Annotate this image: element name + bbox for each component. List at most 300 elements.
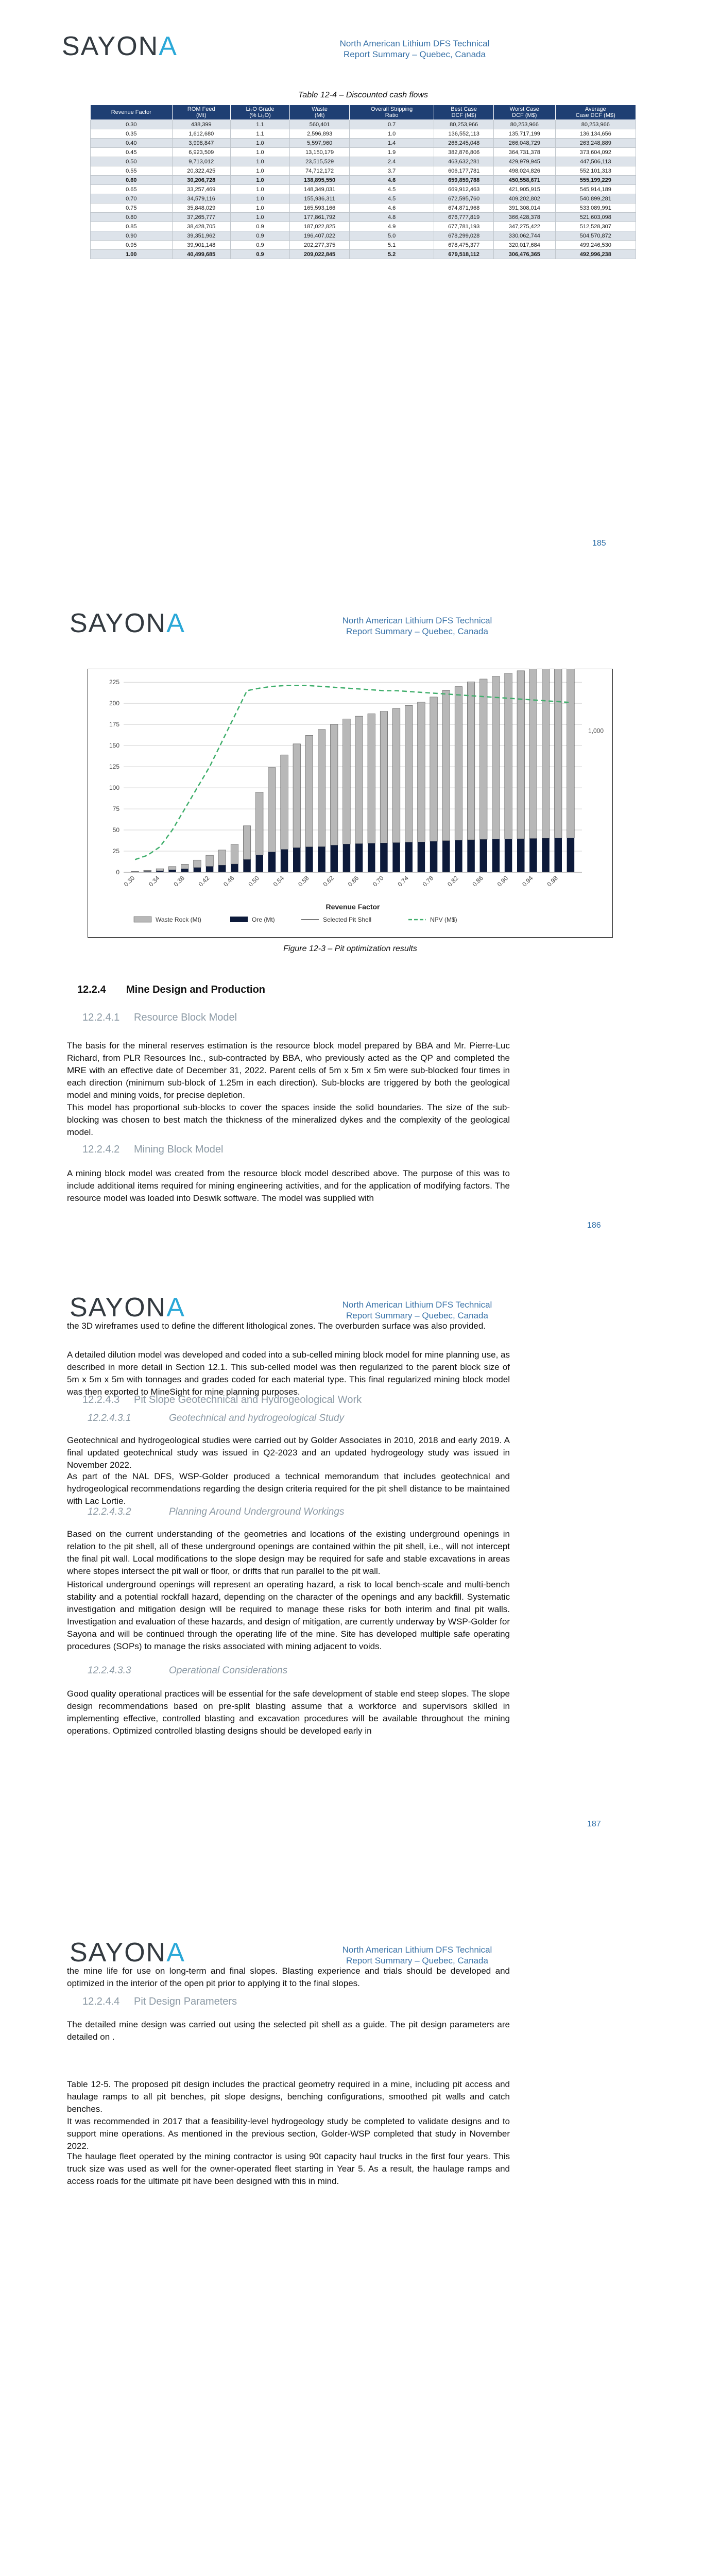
table-header-cell	[434, 105, 494, 120]
table-header-cell	[290, 105, 350, 120]
ore-bar	[331, 845, 338, 872]
table-cell: 1.1	[230, 120, 289, 129]
waste-bar	[156, 869, 164, 871]
y-tick-label: 175	[109, 721, 119, 728]
x-tick-label: 0.78	[421, 874, 435, 888]
table-cell: 320,017,684	[494, 241, 556, 250]
table-cell: 659,859,788	[434, 176, 494, 185]
table-cell: 3,998,847	[172, 139, 230, 148]
subsubsection-heading-12-2-4-3-1	[88, 1413, 344, 1424]
table-cell: 136,134,656	[555, 129, 636, 139]
subsection-title: Pit Slope Geotechnical and Hydrogeological Work	[134, 1394, 362, 1405]
x-tick-label: 0.86	[471, 874, 485, 888]
ore-bar	[467, 840, 475, 872]
subsection-title: Mining Block Model	[134, 1144, 224, 1155]
table-cell: 0.9	[230, 241, 289, 250]
table-cell: 1.1	[230, 129, 289, 139]
ore-bar	[293, 848, 301, 872]
table-cell: 1.0	[230, 213, 289, 222]
ore-bar	[305, 847, 313, 872]
table-row	[91, 204, 636, 213]
ore-bar	[318, 846, 325, 872]
y-tick-label: 50	[112, 826, 119, 834]
table-row	[91, 231, 636, 241]
table-cell: 0.70	[91, 194, 173, 204]
table-cell: 1.9	[349, 148, 434, 157]
table-row	[91, 139, 636, 148]
table-cell: 364,731,378	[494, 148, 556, 157]
table-row	[91, 148, 636, 157]
ore-bar	[343, 844, 351, 872]
x-tick-label: 0.34	[147, 874, 161, 888]
x-tick-label: 0.82	[446, 874, 460, 888]
table-cell: 1.0	[230, 185, 289, 194]
table-cell: 1.0	[230, 148, 289, 157]
waste-bar	[455, 687, 462, 840]
table-row	[91, 157, 636, 166]
table-cell: 0.75	[91, 204, 173, 213]
report-header	[301, 1299, 533, 1321]
table-cell: 330,062,744	[494, 231, 556, 241]
table-cell: 2.4	[349, 157, 434, 166]
ore-bar	[418, 842, 425, 872]
table-cell: 409,202,802	[494, 194, 556, 204]
header-title-line2: Report Summary – Quebec, Canada	[346, 1311, 488, 1320]
table-cell: 373,604,092	[555, 148, 636, 157]
ore-bar	[430, 841, 438, 872]
y-tick-label: 125	[109, 763, 119, 771]
table-cell: 0.9	[230, 222, 289, 231]
waste-bar	[168, 867, 176, 870]
section-number: 12.2.4	[77, 984, 106, 995]
header-title-line1: North American Lithium DFS Technical	[342, 1300, 492, 1310]
subsection-number: 12.2.4.4	[82, 1996, 120, 2007]
table-cell: 4.8	[349, 213, 434, 222]
waste-bar	[392, 708, 400, 843]
table-row	[91, 176, 636, 185]
ore-bar	[194, 868, 201, 872]
table-cell: 438,399	[172, 120, 230, 129]
table-cell: 40,499,685	[172, 250, 230, 259]
table-cell: 0.60	[91, 176, 173, 185]
table-header-line: (% Li₂O)	[249, 112, 271, 118]
header-title-line1: North American Lithium DFS Technical	[342, 616, 492, 625]
table-cell: 202,277,375	[290, 241, 350, 250]
subsubsection-number: 12.2.4.3.1	[88, 1413, 131, 1423]
table-cell: 347,275,422	[494, 222, 556, 231]
waste-bar	[318, 730, 325, 847]
x-tick-label: 0.62	[321, 874, 335, 888]
table-cell: 306,476,365	[494, 250, 556, 259]
subsubsection-title: Geotechnical and hydrogeological Study	[169, 1413, 345, 1423]
y-tick-label: 225	[109, 679, 119, 686]
table-cell: 463,632,281	[434, 157, 494, 166]
waste-bar	[492, 676, 500, 839]
table-row	[91, 222, 636, 231]
waste-bar	[281, 755, 288, 850]
header-title-line2: Report Summary – Quebec, Canada	[344, 49, 486, 59]
table-cell: 606,177,781	[434, 166, 494, 176]
legend-swatch-ore	[230, 917, 248, 922]
table-cell: 0.65	[91, 185, 173, 194]
waste-bar	[355, 716, 363, 844]
table-row	[91, 120, 636, 129]
header-title-line1: North American Lithium DFS Technical	[342, 1945, 492, 1955]
table-cell: 447,506,113	[555, 157, 636, 166]
table-header-cell	[349, 105, 434, 120]
waste-bar	[567, 669, 575, 838]
table-cell: 1.0	[230, 194, 289, 204]
subsubsection-heading-12-2-4-3-2	[88, 1506, 344, 1518]
x-tick-label: 0.30	[122, 874, 136, 888]
ore-bar	[256, 855, 264, 872]
ore-bar	[168, 870, 176, 872]
sayona-logo: SAYONA	[70, 608, 185, 638]
table-cell: 196,407,022	[290, 231, 350, 241]
x-tick-label: 0.74	[396, 874, 410, 888]
paragraph-underground-openings: Based on the current understanding of the geometries and locations of the existing underground openings in relation to the pit shell, all of these underground openings are contained within the pit shell, i.e., will not intercept the final pit wall. Local modifications to the slope design may be required for safe and stable excavations in areas where stopes intersect the pit wall or floor, or drifts that run parallel to the pit wall.	[67, 1529, 510, 1576]
table-cell: 1.0	[230, 139, 289, 148]
table-header-line: Case DCF (M$)	[575, 112, 615, 118]
table-cell: 35,848,029	[172, 204, 230, 213]
page-188	[0, 1880, 703, 2576]
table-cell: 672,595,760	[434, 194, 494, 204]
ore-bar	[368, 843, 375, 872]
table-cell: 9,713,012	[172, 157, 230, 166]
paragraph-operational-practices: Good quality operational practices will be essential for the safe development of stable end steep slopes. The slope design recommendations based on pre-split blasting assume that a workforce and supervisors skilled in implementing effective, controlled blasting and excavation procedures will be available throughout the mining operations. Optimized controlled blasting designs should be developed early in	[67, 1689, 510, 1736]
table-cell: 3.7	[349, 166, 434, 176]
waste-bar	[542, 669, 550, 838]
paragraph-3d-wireframes: the 3D wireframes used to define the different lithological zones. The overburden surface was also provided.	[67, 1321, 486, 1331]
table-cell: 33,257,469	[172, 185, 230, 194]
page-number: 186	[587, 1221, 601, 1230]
table-row	[91, 185, 636, 194]
table-cell: 669,912,463	[434, 185, 494, 194]
waste-bar	[418, 702, 425, 842]
ore-bar	[405, 842, 413, 872]
table-cell: 155,936,311	[290, 194, 350, 204]
table-cell: 39,901,148	[172, 241, 230, 250]
table-cell: 533,089,991	[555, 204, 636, 213]
table-row	[91, 194, 636, 204]
table-cell: 177,861,792	[290, 213, 350, 222]
discounted-cash-flow-table	[90, 105, 636, 259]
table-cell: 20,322,425	[172, 166, 230, 176]
subsubsection-title: Planning Around Underground Workings	[169, 1506, 345, 1517]
table-row	[91, 166, 636, 176]
ore-bar	[567, 838, 575, 872]
table-header-line: Best Case	[451, 106, 477, 112]
ore-bar	[517, 839, 525, 872]
y2-tick-label: 1,000	[588, 727, 604, 735]
waste-bar	[305, 735, 313, 846]
table-cell: 263,248,889	[555, 139, 636, 148]
table-cell: 80,253,966	[555, 120, 636, 129]
ore-bar	[231, 864, 238, 872]
paragraph-resource-block-model: The basis for the mineral reserves estimation is the resource block model prepared by BBA and Mr. Pierre-Luc Richard, from PLR Resources Inc., sub-contracted by BBA, who previously acted as the QP and completed the MRE with an effective date of December 31, 2022. Parent cells of 5m x 5m x 5m were sub-blocked four times in each direction (minimum sub-block of 1.25m in each direction). Sub-blocks are triggered by both the geological model and mining voids, for precise depletion.	[67, 1041, 510, 1100]
table-cell: 450,558,671	[494, 176, 556, 185]
table-cell: 0.95	[91, 241, 173, 250]
legend-label: NPV (M$)	[430, 916, 457, 923]
table-cell: 0.55	[91, 166, 173, 176]
table-cell: 136,552,113	[434, 129, 494, 139]
table-header-line: Li₂O Grade	[246, 106, 275, 112]
waste-bar	[368, 714, 375, 843]
ore-bar	[281, 850, 288, 872]
ore-bar	[218, 865, 226, 872]
waste-bar	[218, 850, 226, 866]
subsection-number: 12.2.4.1	[82, 1012, 120, 1023]
subsection-heading-12-2-4-1	[82, 1012, 237, 1024]
table-cell: 492,996,238	[555, 250, 636, 259]
subsubsection-title: Operational Considerations	[169, 1665, 288, 1676]
header-title-line2: Report Summary – Quebec, Canada	[346, 1956, 488, 1965]
sayona-logo: SAYONA	[70, 1938, 185, 1968]
table-header-line: Ratio	[385, 112, 399, 118]
pit-optimization-chart	[88, 669, 613, 938]
table-cell: 34,579,116	[172, 194, 230, 204]
paragraph-pit-design: The detailed mine design was carried out using the selected pit shell as a guide. The pit design parameters are detailed on .	[67, 2020, 510, 2042]
table-cell: 5.2	[349, 250, 434, 259]
ore-bar	[555, 838, 562, 872]
x-tick-label: 0.98	[545, 874, 559, 888]
paragraph-haulage-fleet: The haulage fleet operated by the mining contractor is using 90t capacity haul trucks in the first four years. This truck size was used as well for the owner-operated fleet starting in Year 5. As a result, the haulage ramps and access roads for the ultimate pit have been designed with this in mind.	[67, 2151, 510, 2186]
table-header-cell	[494, 105, 556, 120]
subsection-heading-12-2-4-3	[82, 1394, 362, 1406]
table-header-line: Average	[585, 106, 606, 112]
legend-label: Waste Rock (Mt)	[156, 916, 201, 923]
ore-bar	[505, 839, 512, 872]
x-tick-label: 0.70	[371, 874, 385, 888]
ore-bar	[206, 867, 214, 872]
x-tick-label: 0.94	[521, 874, 535, 888]
table-cell: 676,777,819	[434, 213, 494, 222]
table-header-line: Revenue Factor	[111, 109, 151, 115]
y-tick-label: 75	[112, 805, 119, 813]
paragraph-sub-blocks: This model has proportional sub-blocks to cover the spaces inside the solid boundaries. The size of the sub-blocking was chosen to best match the thickness of the mineralized dykes and the complexity of the geological model.	[67, 1103, 510, 1137]
table-header-line: Overall Stripping	[370, 106, 413, 112]
table-cell: 555,199,229	[555, 176, 636, 185]
sayona-logo: SAYONA	[62, 31, 178, 61]
page-185	[0, 0, 703, 662]
x-axis-title: Revenue Factor	[325, 903, 380, 911]
table-cell: 1,612,680	[172, 129, 230, 139]
table-cell: 1.00	[91, 250, 173, 259]
page-number: 187	[587, 1820, 601, 1828]
ore-bar	[455, 840, 462, 872]
x-tick-label: 0.58	[297, 874, 311, 888]
table-cell: 4.5	[349, 194, 434, 204]
table-cell: 0.40	[91, 139, 173, 148]
table-header-line: (Mt)	[196, 112, 207, 118]
waste-bar	[268, 768, 276, 852]
table-cell: 0.85	[91, 222, 173, 231]
table-cell: 2,596,893	[290, 129, 350, 139]
subsection-title: Pit Design Parameters	[134, 1996, 237, 2007]
x-tick-label: 0.54	[271, 874, 286, 888]
table-cell: 498,024,826	[494, 166, 556, 176]
table-cell: 1.0	[230, 204, 289, 213]
x-tick-label: 0.42	[197, 874, 211, 888]
subsection-heading-12-2-4-4	[82, 1996, 237, 2008]
waste-bar	[405, 705, 413, 842]
x-tick-label: 0.90	[495, 874, 510, 888]
table-cell: 521,603,098	[555, 213, 636, 222]
page-187	[0, 1236, 703, 1880]
table-cell: 5.1	[349, 241, 434, 250]
table-cell: 80,253,966	[434, 120, 494, 129]
waste-bar	[529, 669, 537, 839]
legend-swatch-waste	[134, 917, 151, 922]
waste-bar	[467, 682, 475, 840]
legend-label: Selected Pit Shell	[323, 916, 372, 923]
y-tick-label: 25	[112, 848, 119, 855]
paragraph-hydrogeology-study: It was recommended in 2017 that a feasibility-level hydrogeology study be completed to validate designs and to support mine operations. As mentioned in the previous section, Golder-WSP completed that study in November 2022.	[67, 2116, 510, 2151]
table-cell: 677,781,193	[434, 222, 494, 231]
table-row	[91, 250, 636, 259]
table-cell: 4.5	[349, 185, 434, 194]
ore-bar	[355, 844, 363, 872]
table-cell: 540,899,281	[555, 194, 636, 204]
x-tick-label: 0.66	[346, 874, 361, 888]
table-header-line: DCF (M$)	[451, 112, 476, 118]
table-header-line: ROM Feed	[187, 106, 215, 112]
table-cell: 512,528,307	[555, 222, 636, 231]
table-header-cell	[91, 105, 173, 120]
table-cell: 165,593,166	[290, 204, 350, 213]
y-tick-label: 100	[109, 784, 119, 792]
table-cell: 560,401	[290, 120, 350, 129]
table-cell: 0.7	[349, 120, 434, 129]
table-cell: 138,895,550	[290, 176, 350, 185]
table-cell: 4.6	[349, 204, 434, 213]
table-header-line: Waste	[312, 106, 328, 112]
report-header	[299, 38, 530, 60]
table-cell: 0.30	[91, 120, 173, 129]
table-caption: Table 12-4 – Discounted cash flows	[298, 91, 428, 99]
table-cell: 545,914,189	[555, 185, 636, 194]
y-tick-label: 0	[116, 869, 119, 876]
waste-bar	[517, 671, 525, 839]
table-cell: 0.80	[91, 213, 173, 222]
table-cell: 1.0	[230, 176, 289, 185]
table-cell: 421,905,915	[494, 185, 556, 194]
figure-caption: Figure 12-3 – Pit optimization results	[283, 944, 417, 953]
waste-bar	[194, 860, 201, 868]
table-cell: 366,428,378	[494, 213, 556, 222]
waste-bar	[206, 855, 214, 867]
table-cell: 4.6	[349, 176, 434, 185]
table-cell: 5.0	[349, 231, 434, 241]
table-row	[91, 129, 636, 139]
waste-bar	[181, 864, 189, 869]
paragraph-geotech-studies: Geotechnical and hydrogeological studies were carried out by Golder Associates in 2010, 2018 and early 2019. A final updated geotechnical study was issued in Q2-2023 and an updated hydrogeology study was issued in November 2022.	[67, 1435, 510, 1470]
table-cell: 266,245,048	[434, 139, 494, 148]
table-header-cell	[230, 105, 289, 120]
waste-bar	[331, 724, 338, 845]
table-cell: 0.50	[91, 157, 173, 166]
table-cell: 30,206,728	[172, 176, 230, 185]
paragraph-historical-openings: Historical underground openings will represent an operating hazard, a risk to local bench-scale and multi-bench stability and a potential rockfall hazard, depending on the character of the openings and any backfill. Systematic investigation and mitigation design will be required to manage these risks for both interim and final pit walls. Investigation and evaluation of these hazards, and design of mitigation, are currently underway by WSP-Golder for Sayona and will be continued through the operating life of the mine. Site has developed multiple safe operating procedures (SOPs) to manage the risks associated with mining adjacent to voids.	[67, 1580, 510, 1651]
page-186	[0, 567, 703, 1236]
table-cell: 679,518,112	[434, 250, 494, 259]
ore-bar	[480, 839, 488, 872]
paragraph-table-12-5: Table 12-5. The proposed pit design includes the practical geometry required in a mine, including pit access and haulage ramps to all pit benches, pit slope designs, benching configurations, smoothed pit walls and catch benches.	[67, 2079, 510, 2114]
y-tick-label: 200	[109, 700, 119, 707]
paragraph-mine-life-blasting: the mine life for use on long-term and final slopes. Blasting experience and trials should be developed and optimized in the interior of the open pit prior to applying it to the final slopes.	[67, 1966, 510, 1988]
legend-label: Ore (Mt)	[252, 916, 275, 923]
y-tick-label: 150	[109, 742, 119, 750]
table-header-cell	[555, 105, 636, 120]
page-number: 185	[592, 539, 606, 548]
waste-bar	[243, 826, 251, 860]
table-row	[91, 241, 636, 250]
waste-bar	[131, 871, 139, 872]
table-cell: 6,923,509	[172, 148, 230, 157]
table-cell: 5,597,960	[290, 139, 350, 148]
ore-bar	[380, 843, 388, 872]
ore-bar	[542, 838, 550, 872]
table-header-line: Worst Case	[509, 106, 539, 112]
table-cell: 187,022,825	[290, 222, 350, 231]
table-cell: 37,265,777	[172, 213, 230, 222]
table-header-cell	[172, 105, 230, 120]
section-title: Mine Design and Production	[126, 984, 266, 995]
waste-bar	[293, 744, 301, 848]
ore-bar	[492, 839, 500, 872]
x-tick-label: 0.38	[172, 874, 186, 888]
ore-bar	[392, 843, 400, 872]
waste-bar	[430, 697, 438, 841]
header-title-line2: Report Summary – Quebec, Canada	[346, 626, 488, 636]
waste-bar	[231, 844, 238, 865]
table-cell: 266,048,729	[494, 139, 556, 148]
report-header	[301, 1944, 533, 1966]
table-cell: 1.0	[230, 166, 289, 176]
table-row	[91, 213, 636, 222]
subsubsection-number: 12.2.4.3.3	[88, 1665, 131, 1676]
table-cell: 135,717,199	[494, 129, 556, 139]
subsection-number: 12.2.4.2	[82, 1144, 120, 1155]
table-cell: 13,150,179	[290, 148, 350, 157]
ore-bar	[181, 869, 189, 872]
x-tick-label: 0.50	[247, 874, 261, 888]
table-cell: 499,246,530	[555, 241, 636, 250]
waste-bar	[144, 870, 151, 871]
report-header	[301, 615, 533, 637]
table-cell: 1.4	[349, 139, 434, 148]
table-cell: 552,101,313	[555, 166, 636, 176]
table-cell: 0.9	[230, 250, 289, 259]
waste-bar	[555, 669, 562, 838]
paragraph-dilution-model: A detailed dilution model was developed and coded into a sub-celled mining block model for mine planning use, as described in more detail in Section 12.1. This sub-celled model was then regularized to the parent block size of 5m x 5m x 5m with tonnages and grades coded for each material type. This final regularized mining block model was then exported to MineSight for mine planning purposes.	[67, 1350, 510, 1397]
x-tick-label: 0.46	[222, 874, 236, 888]
paragraph-wsp-golder-memo: As part of the NAL DFS, WSP-Golder produced a technical memorandum that includes geotechnical and hydrogeological recommendations regarding the design criteria required for the pit shell distance to be maintained with Lac Lortie.	[67, 1471, 510, 1506]
table-cell: 674,871,968	[434, 204, 494, 213]
table-cell: 382,876,806	[434, 148, 494, 157]
subsection-title: Resource Block Model	[134, 1012, 237, 1023]
waste-bar	[256, 792, 264, 855]
table-cell: 4.9	[349, 222, 434, 231]
table-cell: 38,428,705	[172, 222, 230, 231]
table-cell: 209,022,845	[290, 250, 350, 259]
section-heading-12-2-4	[77, 984, 265, 996]
table-header-line: (Mt)	[314, 112, 325, 118]
table-cell: 1.0	[349, 129, 434, 139]
subsection-number: 12.2.4.3	[82, 1394, 120, 1405]
table-cell: 678,475,377	[434, 241, 494, 250]
table-cell: 678,299,028	[434, 231, 494, 241]
